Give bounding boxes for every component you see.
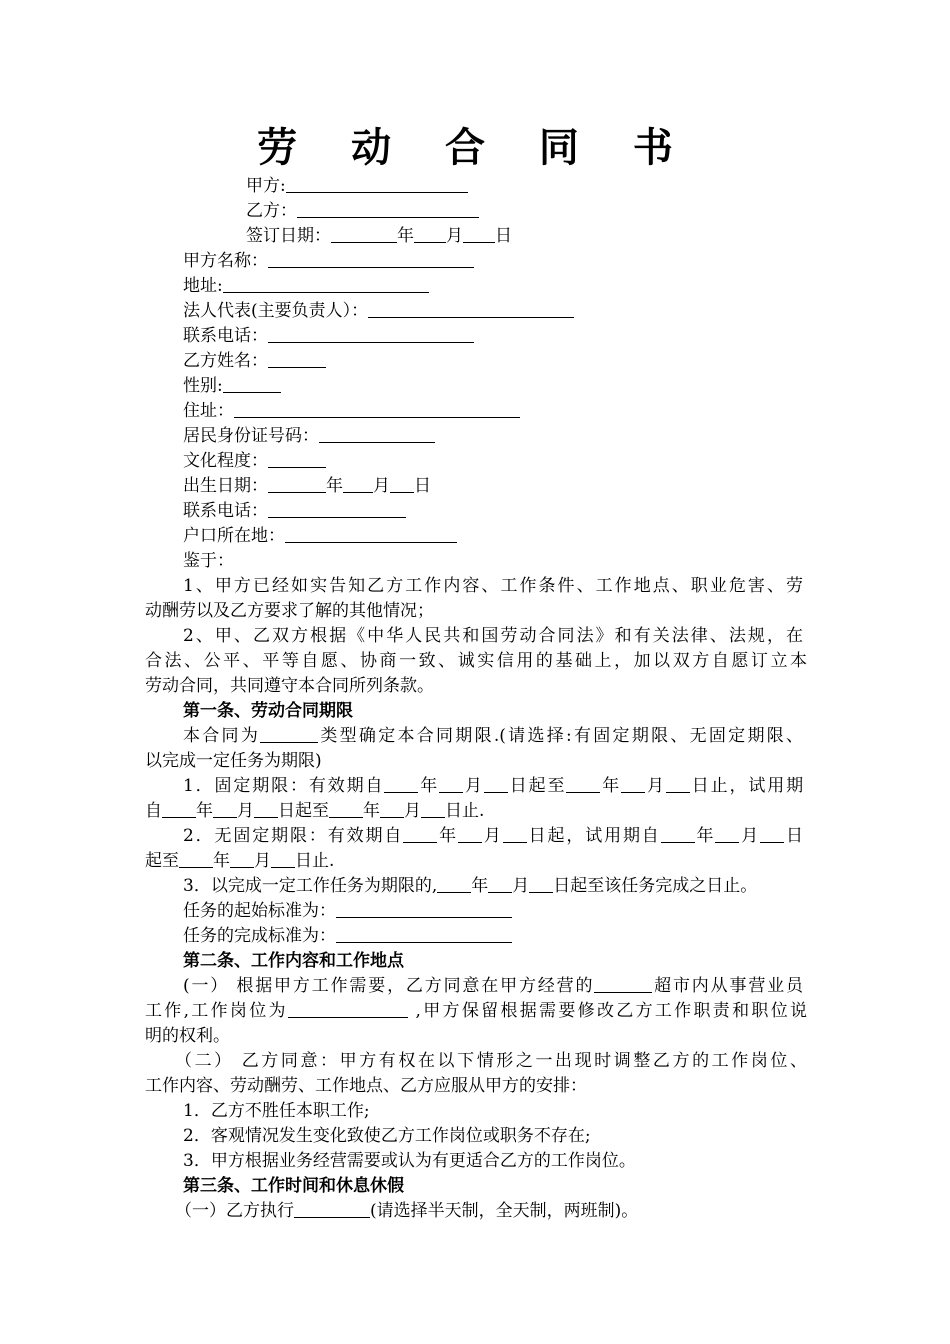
birth-date-line (183, 474, 803, 499)
fixed-year-blank (384, 775, 418, 793)
art3-s1-line (175, 1199, 807, 1224)
open-prob-year-blank (661, 825, 695, 843)
phone-line (183, 324, 803, 349)
open-prob-month-blank (715, 825, 739, 843)
gender-label: 性别: (183, 376, 223, 396)
open-day-blank (503, 825, 527, 843)
month-label: 月 (481, 826, 503, 846)
art3-s1-text-b: (请选择半天制，全天制，两班制)。 (370, 1201, 639, 1221)
fixed-text-e: 日止. (445, 801, 485, 821)
task-end-blank (336, 925, 512, 943)
open-term-end-line (145, 849, 807, 874)
sign-date-line (246, 224, 806, 249)
probation-month-blank (213, 800, 237, 818)
task-year-blank (437, 875, 471, 893)
sign-year-blank (331, 225, 397, 243)
id-number-blank (319, 425, 435, 443)
phone-label: 联系电话： (183, 326, 268, 346)
open-year-blank (403, 825, 437, 843)
gender-line (183, 374, 803, 399)
term-type-blank (260, 725, 318, 743)
legal-rep-label: 法人代表(主要负责人）： (183, 301, 369, 321)
document-title: 劳 动 合 同 书 (257, 124, 693, 171)
probation-end-day-blank (421, 800, 445, 818)
art2-s1-line-a (183, 974, 803, 999)
open-text-b: 日起，试用期自 (526, 826, 661, 846)
sign-month-blank (414, 225, 446, 243)
open-end-day-blank (271, 850, 295, 868)
hukou-line (183, 524, 803, 549)
art2-item-2: 2．客观情况发生变化致使乙方工作岗位或职务不存在; (183, 1126, 591, 1146)
task-text-b: 日起至该任务完成之日止。 (553, 876, 758, 896)
party-b-label: 乙方： (246, 201, 297, 221)
art2-s1-line-c: 明的权利。 (145, 1026, 230, 1046)
address-label: 地址: (183, 276, 223, 296)
fixed-text-d: 自 (145, 801, 162, 821)
art2-s2-line-b: 工作内容、劳动酬劳、工作地点、乙方应服从甲方的安排： (145, 1076, 587, 1096)
b-name-label: 乙方姓名： (183, 351, 268, 371)
article-1-intro (183, 724, 803, 749)
hukou-label: 户口所在地： (183, 526, 285, 546)
art2-s1-text-c: 工作,工作岗位为 (145, 1001, 288, 1021)
b-name-blank (268, 350, 326, 368)
intro-text-a: 本合同为 (183, 726, 261, 746)
month-label: 月 (237, 801, 254, 821)
art2-s1-text-a: (一） 根据甲方工作需要，乙方同意在甲方经营的 (183, 976, 595, 996)
phone-blank (268, 325, 474, 343)
article-2-heading: 第二条、工作内容和工作地点 (183, 951, 404, 971)
preamble-2a: 2、甲、乙双方根据《中华人民共和国劳动合同法》和有关法律、法规，在 (183, 626, 803, 646)
month-label: 月 (463, 776, 484, 796)
fixed-text-b: 日起至 (507, 776, 567, 796)
task-end-label: 任务的完成标准为： (183, 926, 336, 946)
education-line (183, 449, 803, 474)
birth-date-label: 出生日期： (183, 476, 268, 496)
party-a-blank (286, 175, 468, 193)
preamble-2c: 劳动合同，共同遵守本合同所列条款。 (145, 676, 434, 696)
fixed-text-b: 日起至 (278, 801, 329, 821)
art2-s1-text-d: ,甲方保留根据需要修改乙方工作职责和职位说 (407, 1001, 807, 1021)
a-name-label: 甲方名称： (183, 251, 268, 271)
month-label: 月 (446, 226, 463, 246)
article-1-heading: 第一条、劳动合同期限 (183, 701, 353, 721)
id-number-line (183, 424, 803, 449)
gender-blank (223, 375, 281, 393)
probation-end-year-blank (329, 800, 363, 818)
year-label: 年 (326, 476, 343, 496)
open-end-month-blank (230, 850, 254, 868)
month-label: 月 (645, 776, 666, 796)
task-day-blank (529, 875, 553, 893)
id-number-label: 居民身份证号码： (183, 426, 319, 446)
open-month-blank (458, 825, 482, 843)
year-label: 年 (471, 876, 489, 896)
shift-type-blank (294, 1200, 370, 1218)
day-label: 日 (414, 476, 431, 496)
a-name-blank (268, 250, 474, 268)
task-month-blank (488, 875, 512, 893)
position-blank (288, 1000, 408, 1018)
year-label: 年 (437, 826, 458, 846)
residence-blank (234, 400, 520, 418)
month-label: 月 (404, 801, 421, 821)
intro-text-b: 类型确定本合同期限.(请选择:有固定期限、无固定期限、 (318, 726, 804, 746)
legal-rep-blank (368, 300, 574, 318)
preamble-2b: 合法、公平、平等自愿、协商一致、诚实信用的基础上，加以双方自愿订立本 (145, 651, 807, 671)
open-text-d: 日止. (295, 851, 335, 871)
b-name-line (183, 349, 803, 374)
month-label: 月 (254, 851, 271, 871)
sign-day-blank (463, 225, 495, 243)
education-label: 文化程度： (183, 451, 268, 471)
open-term-line (183, 824, 803, 849)
year-label: 年 (694, 826, 716, 846)
address-blank (223, 275, 429, 293)
preamble-1b: 动酬劳以及乙方要求了解的其他情况； (145, 601, 434, 621)
preamble-1a: 1、甲方已经如实告知乙方工作内容、工作条件、工作地点、职业危害、劳 (183, 576, 803, 596)
birth-month-blank (343, 475, 373, 493)
fixed-text-c: 日止，试用期 (689, 776, 804, 796)
day-label: 日 (784, 826, 804, 846)
a-name-line (183, 249, 803, 274)
art2-item-1: 1．乙方不胜任本职工作; (183, 1101, 370, 1121)
day-label: 日 (495, 226, 512, 246)
probation-end-month-blank (380, 800, 404, 818)
art2-s1-line-b (145, 999, 807, 1024)
birth-year-blank (268, 475, 326, 493)
task-text-a: 3．以完成一定工作任务为期限的, (183, 876, 438, 896)
birth-day-blank (390, 475, 414, 493)
fixed-end-month-blank (621, 775, 645, 793)
open-text-a: 2．无固定期限：有效期自 (183, 826, 404, 846)
fixed-month-blank (439, 775, 463, 793)
article-1-intro-c: 以完成一定任务为期限) (145, 751, 322, 771)
fixed-text-a: 1．固定期限：有效期自 (183, 776, 385, 796)
year-label: 年 (196, 801, 213, 821)
education-blank (268, 450, 326, 468)
probation-year-blank (162, 800, 196, 818)
open-text-c: 起至 (145, 851, 179, 871)
task-start-line (183, 899, 803, 924)
sign-date-label: 签订日期： (246, 226, 331, 246)
year-label: 年 (363, 801, 380, 821)
year-label: 年 (397, 226, 414, 246)
phone2-blank (268, 500, 406, 518)
fixed-term-line (183, 774, 803, 799)
task-start-label: 任务的起始标准为： (183, 901, 336, 921)
fixed-day-blank (484, 775, 508, 793)
address-line (183, 274, 803, 299)
month-label: 月 (512, 876, 530, 896)
phone2-line (183, 499, 803, 524)
art2-s2-line-a: （二） 乙方同意：甲方有权在以下情形之一出现时调整乙方的工作岗位、 (175, 1051, 807, 1071)
task-end-line (183, 924, 803, 949)
open-end-year-blank (179, 850, 213, 868)
party-b-blank (297, 200, 479, 218)
legal-rep-line (183, 299, 803, 324)
probation-day-blank (254, 800, 278, 818)
year-label: 年 (600, 776, 622, 796)
whereas-line: 鉴于： (183, 551, 234, 571)
art2-item-3: 3．甲方根据业务经营需要或认为有更适合乙方的工作岗位。 (183, 1151, 636, 1171)
year-label: 年 (213, 851, 230, 871)
art3-s1-text-a: （一）乙方执行 (175, 1201, 294, 1221)
residence-line (183, 399, 803, 424)
party-a-label: 甲方: (246, 176, 286, 196)
month-label: 月 (373, 476, 390, 496)
residence-label: 住址： (183, 401, 234, 421)
fixed-term-probation-line (145, 799, 807, 824)
year-label: 年 (418, 776, 440, 796)
phone2-label: 联系电话： (183, 501, 268, 521)
store-blank (594, 975, 652, 993)
fixed-end-day-blank (666, 775, 690, 793)
art2-s1-text-b: 超市内从事营业员 (652, 976, 803, 996)
task-start-blank (336, 900, 512, 918)
fixed-end-year-blank (566, 775, 600, 793)
party-b-line (246, 199, 806, 224)
month-label: 月 (739, 826, 761, 846)
hukou-blank (285, 525, 457, 543)
article-3-heading: 第三条、工作时间和休息休假 (183, 1176, 404, 1196)
party-a-line (246, 174, 806, 199)
task-term-line (183, 874, 803, 899)
open-prob-day-blank (760, 825, 784, 843)
